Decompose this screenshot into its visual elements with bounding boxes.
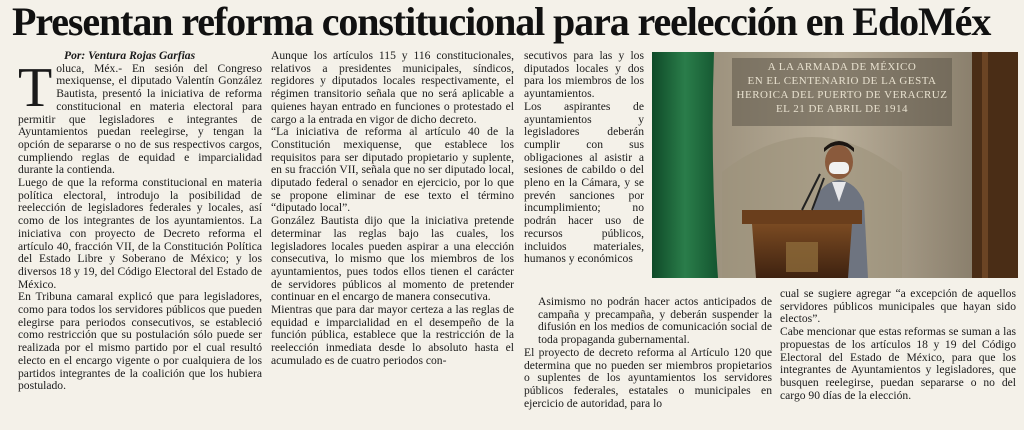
paragraph: Aunque los artículos 115 y 116 constitucionales, relativos a presidentes municipales, síndicos, regidores y diputados locales respectivamente, el régimen transitorio señala que no será aplicable a quienes hayan entrado en funciones o protestado el cargo a la entrada en vigor de dicho decreto.: [271, 49, 514, 126]
paragraph: En Tribuna camaral explicó que para legisladores, como para todos los servidores públicos que pueden elegirse para periodos consecutivos, se estableció como restricción que su postulación sólo puede ser realizada por el mismo partido por el cual resultó electo en el encargo vigente o por cualquiera de los partidos integrantes de la coalición que los hubiera postulado.: [18, 290, 262, 393]
article-column-2: [271, 50, 514, 368]
paragraph: Luego de que la reforma constitucional en materia política electoral, introdujo la posibilidad de reelección de legisladores federales y locales, así como de los integrantes de los ayuntamientos. La iniciativa con proyecto de Decreto reforma el artículo 40, fracción VII, de la Constitución Política del Estado Libre y Soberano de México; y los diversos 18 y 19, del Código Electoral del Estado de México.: [18, 176, 262, 291]
paragraph: González Bautista dijo que la iniciativa pretende determinar las reglas bajo las cuales, los legisladores locales pueden aspirar a una elección consecutiva, lo mismo que los miembros de los ayuntamientos, pues todos ellos tienen el carácter de servidores públicos al momento de pretender continuar en el encargo de manera consecutiva.: [271, 214, 514, 304]
paragraph: El proyecto de decreto reforma al Artículo 120 que determina que no pueden ser miembros propietarios o suplentes de los ayuntamientos los servidores públicos federales, estatales o municipales en ejercicio de autoridad, para lo: [524, 345, 772, 410]
paragraph: “La iniciativa de reforma al artículo 40 de la Constitución mexiquense, que establece los requisitos para ser diputado propietario y suplente, en su fracción VII, señala que no ser diputado local, diputado federal o senador en ejercicio, por lo que se propone eliminar de ese texto el término “diputado local”.: [271, 125, 514, 215]
paragraph-lead: [18, 56, 262, 177]
plaque-line: EN EL CENTENARIO DE LA GESTA: [747, 75, 937, 87]
face-mask: [829, 162, 849, 174]
plaque-line: HEROICA DEL PUERTO DE VERACRUZ: [736, 89, 948, 101]
headline: Presentan reforma constitucional para reelección en EdoMéx: [12, 0, 991, 44]
wood-panel: [972, 52, 1018, 278]
article-column-4: [780, 288, 1016, 402]
drop-cap: T: [18, 56, 53, 119]
paragraph: Cabe mencionar que estas reformas se suman a las propuestas de los artículos 18 y 19 del Código Electoral del Estado de México, para que los integrantes de Ayuntamientos y legisladores, que busquen reelegirse, puedan separarse o no del cargo 90 días de la elección.: [780, 325, 1016, 402]
plaque-line: A LA ARMADA DE MÉXICO: [767, 61, 917, 73]
podium-top: [742, 210, 862, 224]
article-photo: [652, 52, 1018, 278]
byline: Por: Ventura Rojas Garfias: [64, 49, 196, 62]
article-column-1: [18, 50, 262, 393]
article-column-3: [524, 50, 644, 266]
plaque-line: EL 21 DE ABRIL DE 1914: [775, 103, 909, 115]
paragraph: secutivos para las y los diputados locales y dos para los miembros de los ayuntamientos.: [524, 49, 644, 101]
paragraph: cual se sugiere agregar “a excepción de aquellos servidores públicos municipales que hayan sido electos”.: [780, 287, 1016, 326]
flag: [652, 52, 718, 278]
podium-emblem: [786, 242, 818, 272]
paragraph: Los aspirantes de ayuntamientos y legisladores deberán cumplir con sus obligaciones al asistir a sesiones de cabildo o del pleno en la Cámara, y se prevén sanciones por incumplimiento; no podrán hacer uso de recursos públicos, incluidos materiales, humanos y económicos: [524, 99, 644, 266]
paragraph: Mientras que para dar mayor certeza a las reglas de equidad e imparcialidad en el desempeño de la función pública, establece que la restricción de la reelección inmediata desde lo absoluto hasta el acumulado es de cuatro periodos con-: [271, 303, 514, 367]
paragraph: Asimismo no podrán hacer actos anticipados de campaña y precampaña, y deberán suspender la difusión en los medios de comunicación social de toda propaganda gubernamental.: [538, 295, 772, 347]
lead-text: oluca, Méx.- En sesión del Congreso mexiquense, el diputado Valentín González Bautista, presentó la iniciativa de reforma constitucional en materia electoral para permitir que legisladores e integrantes de Ayuntamientos puedan reelegirse, y tengan la opción de separarse o no de sus respectivos cargos, cumpliendo reglas de equidad e imparcialidad durante la contienda.: [18, 61, 262, 177]
article-column-3-lower: [524, 296, 772, 410]
photo-illustration: [652, 52, 1018, 278]
